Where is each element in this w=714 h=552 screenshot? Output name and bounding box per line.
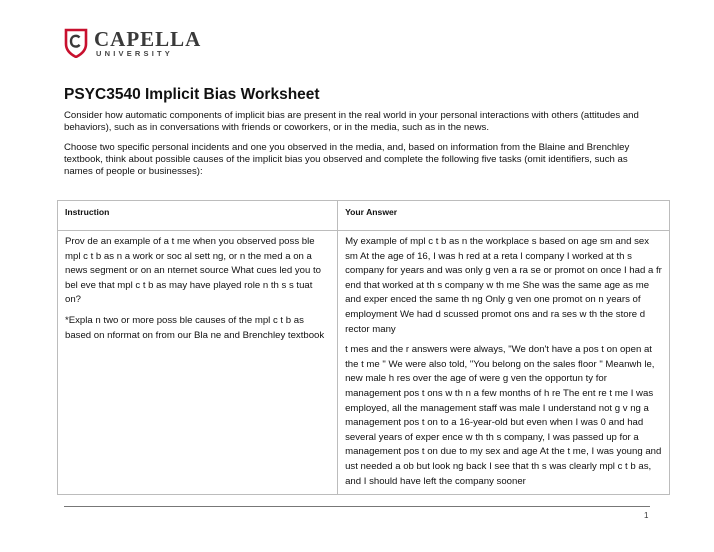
page-number: 1 xyxy=(644,511,649,520)
instruction-header: Instruction xyxy=(58,201,338,231)
intro-paragraph: Consider how automatic components of implicit bias are present in the real world in your personal interactions with others (attitudes and behaviors), such as in conversations with friends or coworkers, or in the media, such as in the news. xyxy=(64,110,639,134)
task-paragraph: Choose two specific personal incidents and one you observed in the media, and, based on information from the Blaine and Brenchley textbook, think about possible causes of the implicit bias you observed and complete the following five tasks (omit identifiers, such as names of people or businesses): xyxy=(64,142,630,178)
worksheet-table xyxy=(57,200,670,495)
answer-cell[interactable] xyxy=(338,231,670,495)
capella-logo xyxy=(64,26,88,60)
instruction-cell xyxy=(58,231,338,495)
page-title: PSYC3540 Implicit Bias Worksheet xyxy=(64,86,320,103)
brand-name: CAPELLA xyxy=(94,27,202,51)
answer-text[interactable]: My example of mpl c t b as n the workplace s based on age sm and sex sm At the age of 16, I was h red at a reta l company I worked at th s company for years and was only g ven a ra se or promot on once I had a fr end that worked at th s company w th me She was the same age as me and exper enced the same th ng Only g ven one promot on n years of employment We had d scussed promot ons and ra ses w th the store d rector many xyxy=(345,236,662,335)
answer-text[interactable]: t mes and the r answers were always, "We don't have a pos t on open at the t me " We were also told, "You belong on the sales floor " Meanwh le, new male h res over the age of were g ven the opportun ty for management pos t ons w th n a few months of h re The ent re t me I was employed, all the management staff was male I understand not g v ng a management pos t on to a 16-year-old but even when I was 0 and had several years of exper ence w th th s company, I was passed up for a management pos t on due to my sex and age At the t me, I was young and ust needed a ob but look ng back I see that th s was clearly mpl c t b as, and I should have left the company sooner xyxy=(345,344,662,487)
table-row xyxy=(58,231,670,495)
footer-divider xyxy=(64,506,650,507)
answer-header: Your Answer xyxy=(338,201,670,231)
instruction-text: Prov de an example of a t me when you observed poss ble mpl c t b as n a work or soc al sett ng, or n the med a on a news segment or on an nternet source What cues led you to bel eve that mpl c t b as may have played role n th s s tuat on? xyxy=(65,236,321,306)
brand-subtitle: UNIVERSITY xyxy=(96,49,174,58)
shield-icon xyxy=(64,28,88,58)
table-header-row xyxy=(58,201,670,231)
instruction-text: *Expla n two or more poss ble causes of the mpl c t b as based on nformat on from our Bla ne and Brenchley textbook xyxy=(65,314,325,341)
